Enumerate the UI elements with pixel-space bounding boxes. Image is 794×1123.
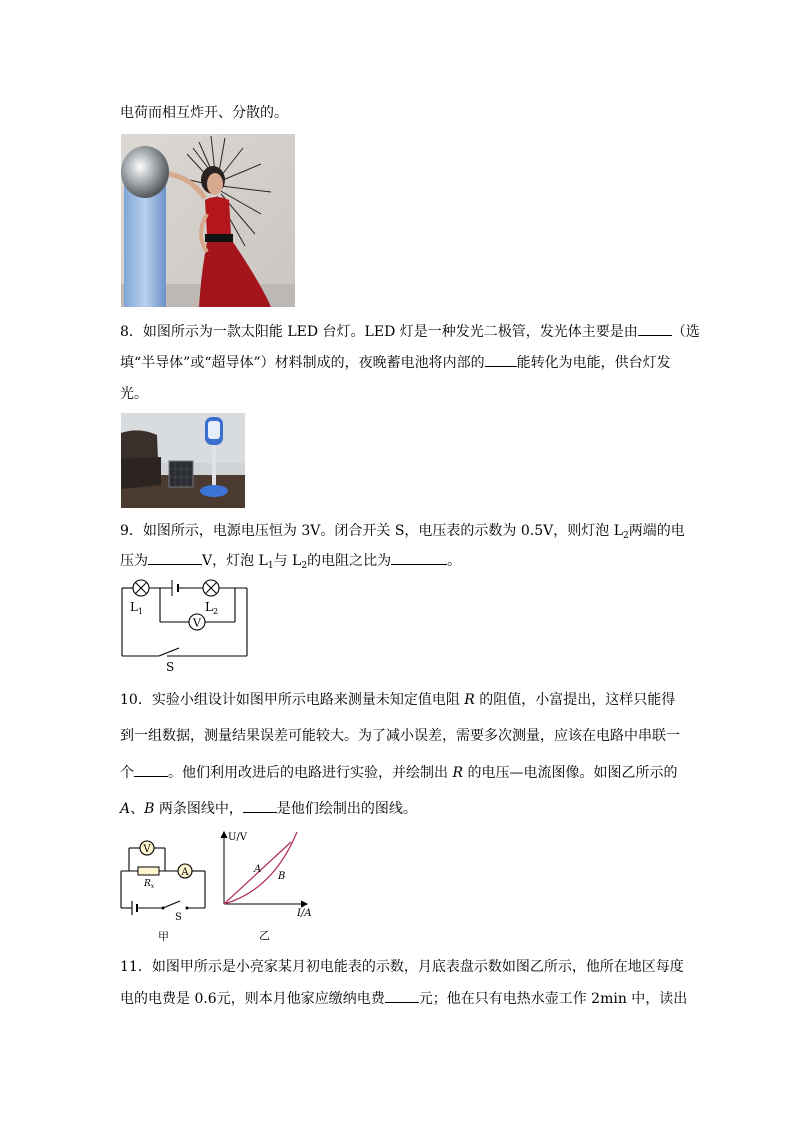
line-b-label: B xyxy=(278,871,286,882)
q10-line-2: 到一组数据，测量结果误差可能较大。为了减小误差，需要多次测量，应该在电路中串联一 xyxy=(120,728,680,744)
q10-blank-2[interactable] xyxy=(243,798,277,813)
q10-text-1a: 10．实验小组设计如图甲所示电路来测量未知定值电阻 xyxy=(120,692,465,708)
q10-line-1 xyxy=(120,690,675,710)
q10-text-4b: 两条图线中， xyxy=(154,801,243,817)
q9-sub-1: 2 xyxy=(623,531,629,541)
q10-line-3 xyxy=(120,762,677,783)
q10-text-3c: 的电压—电流图像。如图乙所示的 xyxy=(463,765,678,781)
q10-figure-yi xyxy=(215,828,325,943)
q10-text-1b: 的阻值，小富提出，这样只能得 xyxy=(474,692,676,708)
q8-line-2 xyxy=(120,352,671,373)
q10-r-2: R xyxy=(452,765,463,781)
y-axis-label: U/V xyxy=(228,832,248,843)
tesla-coil-photo xyxy=(121,134,295,307)
q10-text-3b: 。他们利用改进后的电路进行实验，并绘制出 xyxy=(168,765,453,781)
q10-label-b: B xyxy=(144,801,155,817)
voltmeter-label: V xyxy=(193,616,201,630)
q9-text-2b: V，灯泡 L xyxy=(202,553,268,569)
yi-caption: 乙 xyxy=(259,929,270,942)
q8-text-1b: （选 xyxy=(671,324,700,340)
q11-line-1: 11．如图甲所示是小亮家某月初电能表的示数，月底表盘示数如图乙所示，他所在地区每度 xyxy=(120,959,684,975)
line-a-label: A xyxy=(254,864,262,875)
x-axis-label: I/A xyxy=(297,908,312,919)
q9-sub-2: 1 xyxy=(267,561,274,571)
q9-line-1 xyxy=(120,521,685,546)
q10-text-4a: 、 xyxy=(130,801,145,817)
l1-label: $L_1$ xyxy=(130,600,144,616)
jia-voltmeter-label: V xyxy=(143,844,151,855)
q9-text-2a: 压为 xyxy=(120,553,148,569)
q8-blank-1[interactable] xyxy=(638,321,672,336)
q8-text-2b: 能转化为电能，供台灯发 xyxy=(516,355,671,371)
q9-circuit-diagram xyxy=(115,576,255,672)
q11-text-2a: 电的电费是 0.6元，则本月他家应缴纳电费 xyxy=(120,991,385,1007)
q9-text-2d: 的电阻之比为 xyxy=(307,553,392,569)
q9-line-2 xyxy=(120,550,461,576)
q8-blank-2[interactable] xyxy=(485,352,517,367)
q9-text-2c: 与 L xyxy=(273,553,302,569)
resistor-icon xyxy=(138,867,159,875)
q9-blank-2[interactable] xyxy=(391,550,447,565)
q10-line-4 xyxy=(120,798,417,819)
solar-lamp-photo xyxy=(121,413,245,508)
q11-line-2 xyxy=(120,988,687,1009)
q9-text-1b: 两端的电 xyxy=(628,523,685,539)
q11-text-2b: 元；他在只有电热水壶工作 2min 中，读出 xyxy=(418,991,688,1007)
q8-text-1a: 8．如图所示为一款太阳能 LED 台灯。LED 灯是一种发光二极管，发光体主要是由 xyxy=(120,324,638,340)
q10-text-3a: 个 xyxy=(120,765,134,781)
jia-switch-label: S xyxy=(175,912,182,923)
q9-sub-3: 2 xyxy=(301,561,308,571)
q10-r-1: R xyxy=(464,692,475,708)
q8-line-3: 光。 xyxy=(120,386,148,402)
q10-blank-1[interactable] xyxy=(134,762,168,777)
q8-text-2a: 填“半导体”或“超导体”）材料制成的，夜晚蓄电池将内部的 xyxy=(120,355,485,371)
q9-text-1a: 9．如图所示，电源电压恒为 3V。闭合开关 S，电压表的示数为 0.5V，则灯泡 L xyxy=(120,523,623,539)
q10-figure-jia xyxy=(115,834,215,944)
q10-label-a: A xyxy=(120,801,131,817)
q9-text-2e: 。 xyxy=(447,553,462,569)
q11-blank-1[interactable] xyxy=(385,988,419,1003)
q8-line-1 xyxy=(120,321,700,342)
rx-label: $R_x$ xyxy=(144,879,155,890)
l2-label: $L_2$ xyxy=(205,600,219,616)
switch-label: S xyxy=(166,660,175,672)
q9-blank-1[interactable] xyxy=(148,550,202,565)
intro-text: 电荷而相互炸开、分散的。 xyxy=(120,105,288,121)
jia-caption: 甲 xyxy=(158,930,169,943)
q10-text-4c: 是他们绘制出的图线。 xyxy=(276,801,417,817)
jia-ammeter-label: A xyxy=(181,867,189,878)
